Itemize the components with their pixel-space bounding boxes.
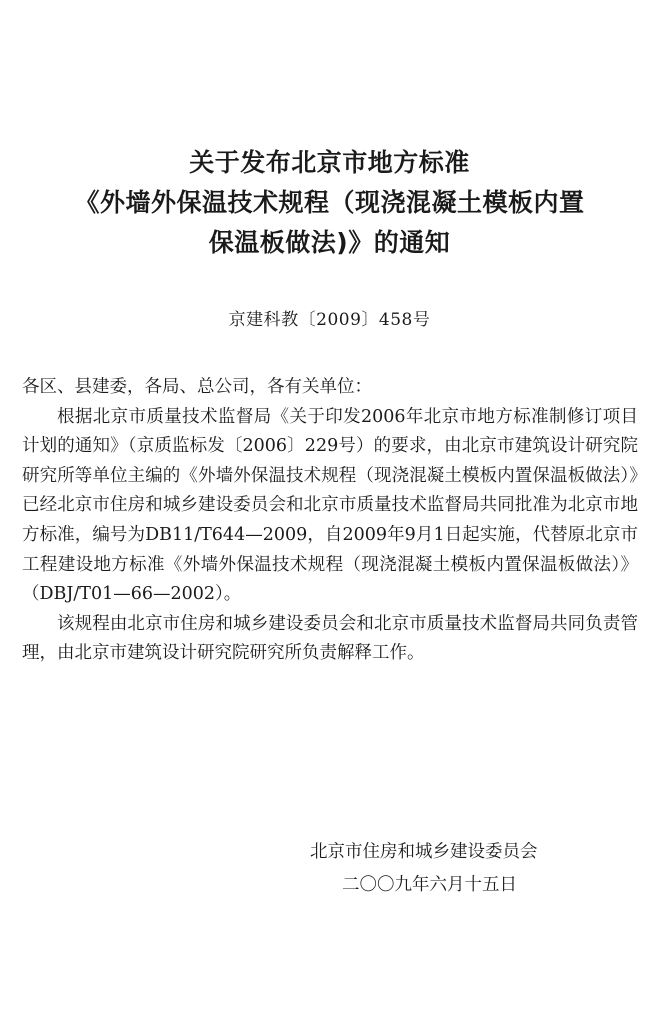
signature-date: 二〇〇九年六月十五日: [342, 875, 517, 895]
title-line-3: 保温板做法)》的通知: [208, 228, 451, 257]
title-line-2: 《外墙外保温技术规程（现浇混凝土模板内置: [74, 188, 585, 217]
salutation: 各区、县建委，各局、总公司，各有关单位：: [22, 377, 372, 397]
signature-organization: 北京市住房和城乡建设委员会: [310, 842, 538, 862]
body-paragraph-2: 该规程由北京市住房和城乡建设委员会和北京市质量技术监督局共同负责管理，由北京市建筑设计研究院研究所负责解释工作。: [22, 613, 638, 664]
body-paragraph-1: 根据北京市质量技术监督局《关于印发2006年北京市地方标准制修订项目计划的通知》（京质监标发〔2006〕229号）的要求，由北京市建筑设计研究院研究所等单位主编的《外墙外保温技术规程（现浇混凝土模板内置保温板做法）》已经北京市住房和城乡建设委员会和北京市质量技术监督局共同批准为北京市地方标准，编号为DB11/T644—2009，自2009年9月1日起实施，代替原北京市工程建设地方标准《外墙外保温技术规程（现浇混凝土模板内置保温板做法）》（DBJ/T01—66—2002）。: [22, 406, 638, 605]
document-body: [22, 373, 638, 669]
document-title: [0, 143, 659, 263]
document-number: 京建科教〔2009〕458号: [228, 310, 431, 330]
title-line-1: 关于发布北京市地方标准: [189, 148, 470, 177]
